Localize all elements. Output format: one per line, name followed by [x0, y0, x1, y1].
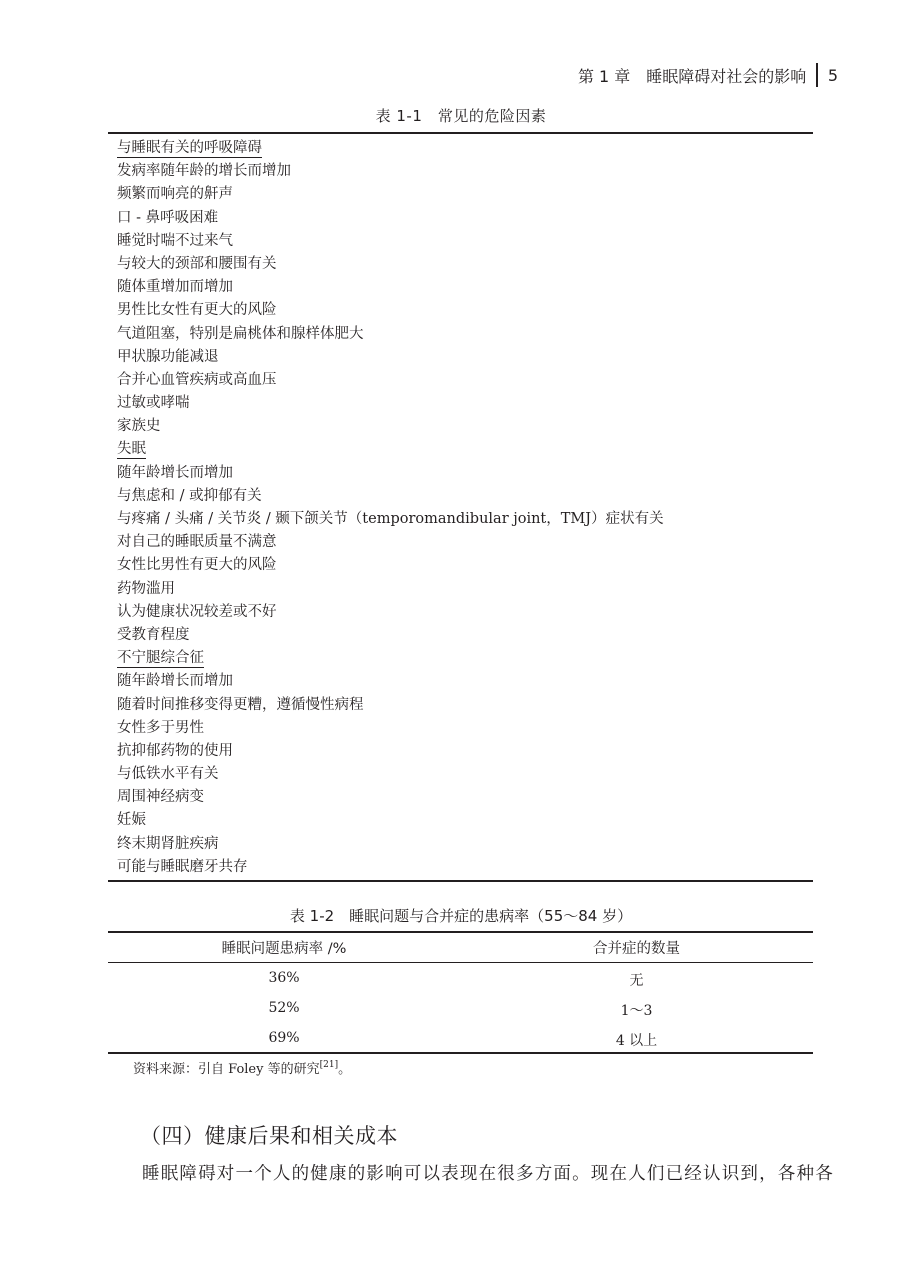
risk-factor-item — [117, 462, 807, 485]
risk-factor-item — [117, 786, 807, 809]
risk-factor-item — [117, 276, 807, 299]
risk-factor-item — [117, 694, 807, 717]
risk-factor-item — [117, 323, 807, 346]
risk-factor-text: 终末期肾脏疾病 — [117, 835, 219, 852]
table2-bottom-rule — [108, 1052, 813, 1054]
risk-factor-text: 可能与睡眠磨牙共存 — [117, 858, 248, 875]
risk-factor-item — [117, 392, 807, 415]
table1-caption: 表 1-1 常见的危险因素 — [375, 107, 547, 125]
risk-factor-text: 与疼痛 / 头痛 / 关节炎 / 颞下颌关节（temporomandibular joint，TMJ）症状有关 — [117, 511, 664, 527]
risk-factor-item — [117, 485, 807, 508]
risk-factor-item — [117, 160, 807, 183]
comorbidity-cell: 1～3 — [620, 1003, 653, 1019]
risk-factor-item — [117, 833, 807, 856]
risk-factor-text: 随体重增加而增加 — [117, 279, 233, 296]
risk-factor-item — [117, 415, 807, 438]
risk-factor-item — [117, 299, 807, 322]
table-row — [108, 1000, 813, 1028]
table1-bottom-rule — [108, 880, 813, 882]
table2-caption: 表 1-2 睡眠问题与合并症的患病率（55～84 岁） — [289, 907, 633, 925]
risk-factor-item — [117, 230, 807, 253]
risk-factor-item — [117, 369, 807, 392]
risk-factor-item — [117, 601, 807, 624]
comorbidity-cell: 无 — [629, 973, 644, 989]
risk-factor-text: 家族史 — [117, 418, 161, 435]
table2-header-comorbidity: 合并症的数量 — [593, 941, 680, 957]
citation-ref: [21] — [319, 1060, 339, 1070]
table-row — [108, 1030, 813, 1058]
risk-factor-text: 随年龄增长而增加 — [117, 464, 233, 481]
risk-factor-item — [117, 740, 807, 763]
risk-factor-text: 发病率随年龄的增长而增加 — [117, 163, 291, 180]
risk-factor-text: 随年龄增长而增加 — [117, 673, 233, 690]
risk-factor-item — [117, 763, 807, 786]
source-note — [133, 1058, 351, 1077]
risk-factor-text: 周围神经病变 — [117, 789, 204, 806]
risk-factor-item — [117, 856, 807, 879]
risk-factor-item — [117, 207, 807, 230]
risk-factor-item — [117, 531, 807, 554]
category-heading-text: 失眠 — [117, 441, 146, 458]
risk-factor-text: 频繁而响亮的鼾声 — [117, 186, 233, 203]
category-heading-text: 不宁腿综合征 — [117, 650, 204, 667]
risk-factor-text: 女性多于男性 — [117, 719, 204, 736]
risk-factor-text: 妊娠 — [117, 812, 146, 829]
risk-factor-list — [117, 137, 807, 879]
risk-factor-text: 过敏或哮喘 — [117, 395, 190, 412]
risk-factor-text: 合并心血管疾病或高血压 — [117, 371, 277, 388]
risk-factor-text: 药物滥用 — [117, 580, 175, 597]
page-number: 5 — [827, 65, 838, 85]
risk-factor-item — [117, 624, 807, 647]
risk-factor-text: 甲状腺功能减退 — [117, 348, 219, 365]
risk-factor-text: 男性比女性有更大的风险 — [117, 302, 277, 319]
comorbidity-cell: 4 以上 — [615, 1033, 658, 1049]
table1-top-rule — [108, 132, 813, 134]
category-heading-text: 与睡眠有关的呼吸障碍 — [117, 140, 262, 156]
risk-factor-item — [117, 554, 807, 577]
risk-factor-item — [117, 717, 807, 740]
table2-top-rule — [108, 931, 813, 933]
risk-factor-item — [117, 253, 807, 276]
body-paragraph: 睡眠障碍对一个人的健康的影响可以表现在很多方面。现在人们已经认识到，各种各 — [142, 1164, 834, 1184]
risk-factor-item — [117, 346, 807, 369]
risk-factor-text: 与低铁水平有关 — [117, 766, 219, 783]
risk-factor-text: 随着时间推移变得更糟，遵循慢性病程 — [117, 696, 364, 713]
risk-factor-text: 受教育程度 — [117, 626, 190, 643]
risk-factor-text: 口 - 鼻呼吸困难 — [117, 209, 219, 226]
risk-factor-item — [117, 578, 807, 601]
section-heading: （四）健康后果和相关成本 — [140, 1124, 398, 1148]
risk-factor-text: 与较大的颈部和腰围有关 — [117, 255, 277, 272]
risk-factor-text: 女性比男性有更大的风险 — [117, 557, 277, 574]
risk-category-heading — [117, 438, 807, 461]
risk-factor-item — [117, 508, 807, 531]
prevalence-cell: 52% — [268, 1000, 300, 1016]
risk-factor-text: 气道阻塞，特别是扁桃体和腺样体肥大 — [117, 325, 364, 342]
table2-header-rule — [108, 962, 813, 963]
running-head — [578, 63, 838, 87]
risk-factor-item — [117, 809, 807, 832]
risk-factor-text: 与焦虑和 / 或抑郁有关 — [117, 487, 262, 504]
risk-factor-text: 认为健康状况较差或不好 — [117, 603, 277, 620]
risk-factor-text: 抗抑郁药物的使用 — [117, 742, 233, 759]
risk-category-heading — [117, 647, 807, 670]
risk-category-heading — [117, 137, 807, 160]
risk-factor-item — [117, 183, 807, 206]
table2-header-row — [108, 937, 813, 961]
source-note-end: 。 — [338, 1062, 352, 1077]
source-note-text: 资料来源：引自 Foley 等的研究 — [133, 1062, 320, 1077]
chapter-title: 第 1 章 睡眠障碍对社会的影响 — [577, 66, 807, 86]
risk-factor-text: 对自己的睡眠质量不满意 — [117, 534, 277, 551]
prevalence-cell: 69% — [268, 1030, 300, 1046]
table2-header-prevalence: 睡眠问题患病率 /% — [221, 941, 347, 957]
risk-factor-text: 睡觉时喘不过来气 — [117, 232, 233, 249]
prevalence-cell: 36% — [268, 970, 300, 986]
risk-factor-item — [117, 670, 807, 693]
table-row — [108, 970, 813, 998]
running-head-divider — [816, 63, 818, 87]
